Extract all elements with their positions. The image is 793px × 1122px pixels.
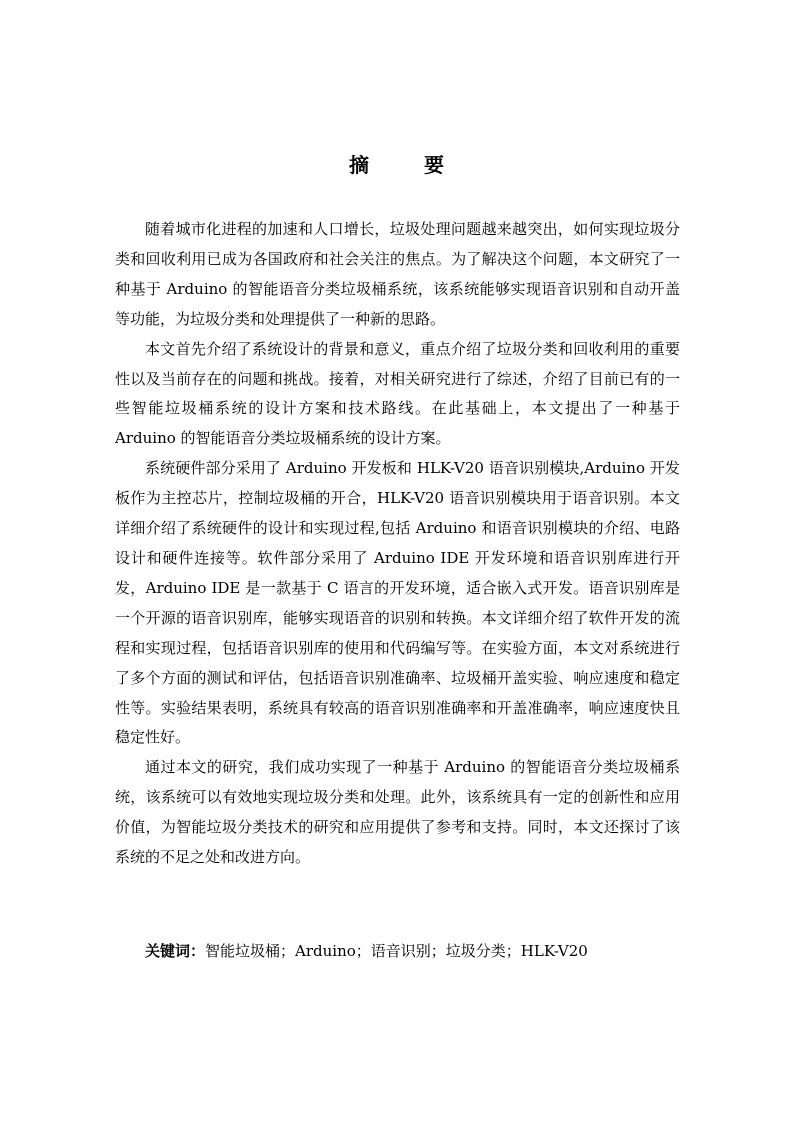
abstract-body [115,215,680,873]
keywords-label: 关键词： [145,942,206,960]
keywords-line [145,937,685,965]
abstract-paragraph-1: 随着城市化进程的加速和人口增长，垃圾处理问题越来越突出，如何实现垃圾分类和回收利用已成为各国政府和社会关注的焦点。为了解决这个问题，本文研究了一种基于 Arduino 的智能语音分类垃圾桶系统，该系统能够实现语音识别和自动开盖等功能，为垃圾分类和处理提供了一种新的思路。 [115,220,680,328]
keywords-text: 智能垃圾桶；Arduino；语音识别；垃圾分类；HLK-V20 [205,942,588,960]
abstract-paragraph-2: 本文首先介绍了系统设计的背景和意义，重点介绍了垃圾分类和回收利用的重要性以及当前存在的问题和挑战。接着，对相关研究进行了综述，介绍了目前已有的一些智能垃圾桶系统的设计方案和技术路线。在此基础上，本文提出了一种基于 Arduino 的智能语音分类垃圾桶系统的设计方案。 [115,339,680,448]
abstract-paragraph-4: 通过本文的研究，我们成功实现了一种基于 Arduino 的智能语音分类垃圾桶系统，该系统可以有效地实现垃圾分类和处理。此外，该系统具有一定的创新性和应用价值，为智能垃圾分类技术的研究和应用提供了参考和支持。同时，本文还探讨了该系统的不足之处和改进方向。 [115,758,680,867]
abstract-title: 摘 要 [349,153,468,177]
abstract-paragraph-3: 系统硬件部分采用了 Arduino 开发板和 HLK-V20 语音识别模块,Arduino 开发板作为主控芯片，控制垃圾桶的开合，HLK-V20 语音识别模块用于语音识别。本文详细介绍了系统硬件的设计和实现过程,包括 Arduino 和语音识别模块的介绍、电路设计和硬件连接等。软件部分采用了 Arduino IDE 开发环境和语音识别库进行开发，Arduino IDE 是一款基于 C 语言的开发环境，适合嵌入式开发。语音识别库是一个开源的语音识别库，能够实现语音的识别和转换。本文详细介绍了软件开发的流程和实现过程，包括语音识别库的使用和代码编写等。在实验方面，本文对系统进行了多个方面的测试和评估，包括语音识别准确率、垃圾桶开盖实验、响应速度和稳定性等。实验结果表明，系统具有较高的语音识别准确率和开盖准确率，响应速度快且稳定性好。 [115,459,680,747]
